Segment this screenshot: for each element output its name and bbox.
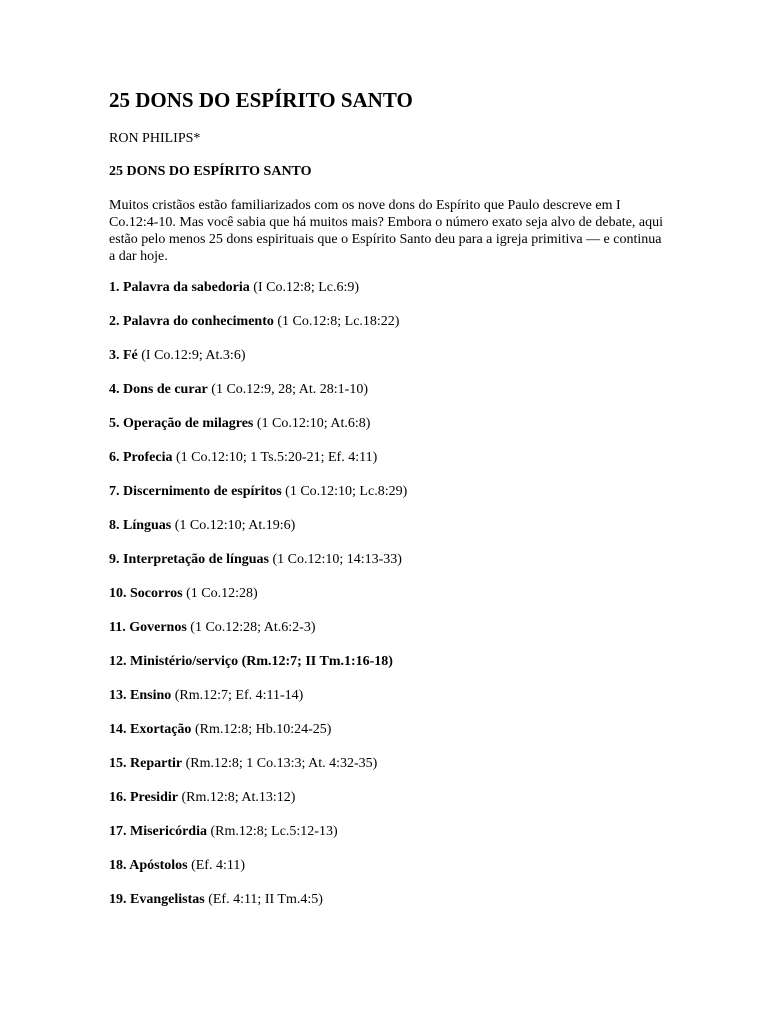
gift-name: 12. Ministério/serviço bbox=[109, 654, 239, 669]
gift-refs: (1 Co.12:10; Lc.8:29) bbox=[281, 484, 408, 499]
gift-refs: (1 Co.12:10; 1 Ts.5:20-21; Ef. 4:11) bbox=[172, 450, 378, 465]
gift-name: 4. Dons de curar bbox=[109, 382, 208, 397]
gift-refs: (Rm.12:7; Ef. 4:11-14) bbox=[171, 688, 304, 703]
gift-item bbox=[109, 313, 669, 347]
gift-refs: (1 Co.12:8; Lc.18:22) bbox=[273, 314, 400, 329]
gift-name: 16. Presidir bbox=[109, 790, 178, 805]
gift-name: 1. Palavra da sabedoria bbox=[109, 280, 250, 295]
gift-refs: (1 Co.12:28) bbox=[182, 586, 258, 601]
gift-refs: (Ef. 4:11) bbox=[187, 858, 245, 873]
intro-paragraph: Muitos cristãos estão familiarizados com os nove dons do Espírito que Paulo descreve em I Co.12:4-10. Mas você sabia que há muitos mais? Embora o número exato seja alvo de debate, aqui estão pelo menos 25 dons espirituais que o Espírito Santo deu para a igreja primitiva — e continua a dar hoje. bbox=[109, 198, 664, 264]
gift-refs: (1 Co.12:10; At.6:8) bbox=[253, 416, 371, 431]
gift-refs: (Rm.12:7; II Tm.1:16-18) bbox=[238, 654, 393, 669]
gift-item bbox=[109, 721, 669, 755]
gift-refs: (I Co.12:9; At.3:6) bbox=[137, 348, 246, 363]
gift-item bbox=[109, 483, 669, 517]
gift-name: 10. Socorros bbox=[109, 586, 183, 601]
gift-item bbox=[109, 517, 669, 551]
gift-refs: (1 Co.12:28; At.6:2-3) bbox=[186, 620, 316, 635]
section-subtitle: 25 DONS DO ESPÍRITO SANTO bbox=[109, 164, 312, 179]
gift-refs: (Rm.12:8; 1 Co.13:3; At. 4:32-35) bbox=[182, 756, 378, 771]
gift-name: 3. Fé bbox=[109, 348, 138, 363]
gift-name: 19. Evangelistas bbox=[109, 892, 205, 907]
gift-list bbox=[109, 279, 669, 925]
gift-item bbox=[109, 789, 669, 823]
gift-refs: (1 Co.12:9, 28; At. 28:1-10) bbox=[207, 382, 369, 397]
gift-refs: (Rm.12:8; At.13:12) bbox=[177, 790, 296, 805]
gift-refs: (1 Co.12:10; At.19:6) bbox=[171, 518, 296, 533]
gift-name: 5. Operação de milagres bbox=[109, 416, 254, 431]
gift-name: 2. Palavra do conhecimento bbox=[109, 314, 274, 329]
gift-item bbox=[109, 279, 669, 313]
gift-refs: (Ef. 4:11; II Tm.4:5) bbox=[204, 892, 323, 907]
gift-name: 8. Línguas bbox=[109, 518, 172, 533]
gift-name: 6. Profecia bbox=[109, 450, 173, 465]
author-line: RON PHILIPS* bbox=[109, 131, 201, 146]
gift-item bbox=[109, 653, 669, 687]
gift-name: 7. Discernimento de espíritos bbox=[109, 484, 282, 499]
gift-item bbox=[109, 755, 669, 789]
gift-item bbox=[109, 449, 669, 483]
gift-name: 14. Exortação bbox=[109, 722, 192, 737]
gift-refs: (1 Co.12:10; 14:13-33) bbox=[268, 552, 402, 567]
gift-item bbox=[109, 381, 669, 415]
document-page bbox=[109, 86, 669, 925]
gift-name: 11. Governos bbox=[109, 620, 187, 635]
gift-name: 17. Misericórdia bbox=[109, 824, 207, 839]
gift-refs: (Rm.12:8; Lc.5:12-13) bbox=[206, 824, 338, 839]
gift-refs: (I Co.12:8; Lc.6:9) bbox=[249, 280, 360, 295]
gift-item bbox=[109, 551, 669, 585]
gift-item bbox=[109, 891, 669, 925]
gift-item bbox=[109, 415, 669, 449]
gift-name: 9. Interpretação de línguas bbox=[109, 552, 269, 567]
gift-name: 18. Apóstolos bbox=[109, 858, 188, 873]
gift-item bbox=[109, 687, 669, 721]
gift-item bbox=[109, 823, 669, 857]
gift-item bbox=[109, 585, 669, 619]
gift-name: 15. Repartir bbox=[109, 756, 183, 771]
gift-item bbox=[109, 857, 669, 891]
gift-refs: (Rm.12:8; Hb.10:24-25) bbox=[191, 722, 332, 737]
document-title: 25 DONS DO ESPÍRITO SANTO bbox=[109, 88, 413, 112]
gift-name: 13. Ensino bbox=[109, 688, 172, 703]
gift-item bbox=[109, 619, 669, 653]
gift-item bbox=[109, 347, 669, 381]
